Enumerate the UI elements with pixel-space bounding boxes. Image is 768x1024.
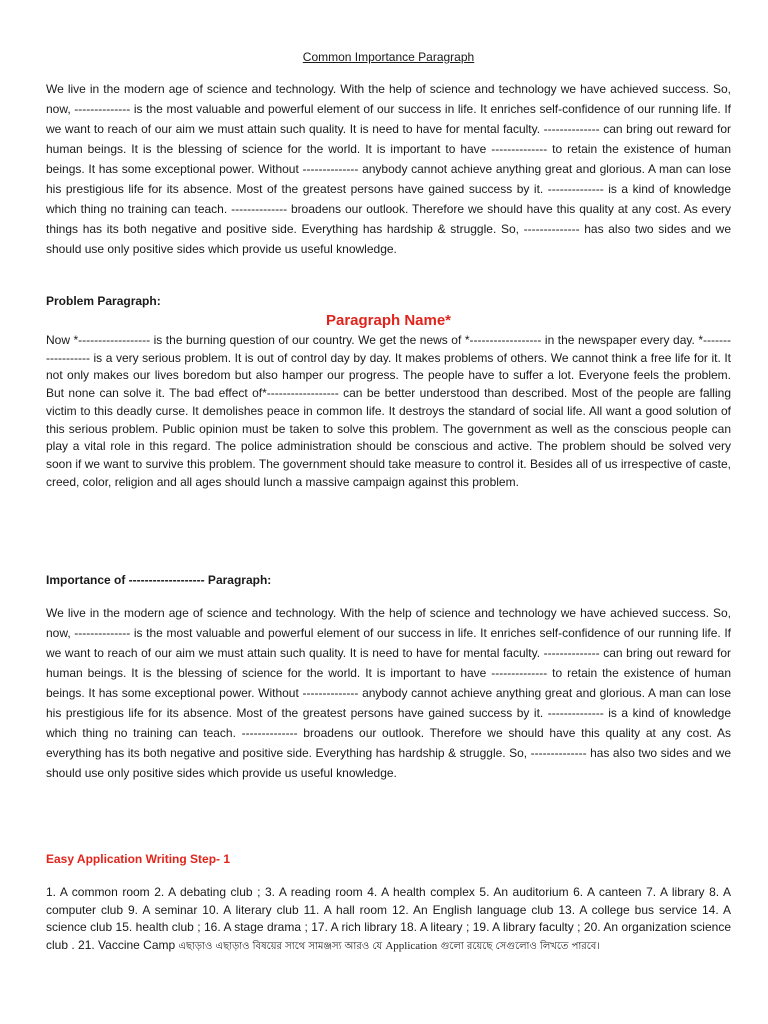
- bengali-note-application-word: Application: [385, 939, 438, 952]
- importance-paragraph-2: We live in the modern age of science and technology. With the help of science and technology we have achieved success. So, now, -------------- is the most valuable and powerful element of our success in life. It enriches self-confidence of our running life. If we want to reach of our aim we must attain such quality. It is need to have for mental faculty. -------------- can bring out reward for human beings. It is the blessing of science for the world. It is important to have -------------- to retain the existence of human beings. It has some exceptional power. Without -------------- anybody cannot achieve anything great and glorious. A man can lose his prestigious life for its absence. Most of the greatest persons have gained success by it. -------------- is a kind of knowledge which thing no training can teach. -------------- broadens our outlook. Therefore we should have this quality at any cost. As everything has its both negative and positive side. Everything has hardship & struggle. So, -------------- has also two sides and we should use only positive sides which provide us useful knowledge.: [46, 606, 731, 780]
- importance-paragraph-1: We live in the modern age of science and technology. With the help of science and technology we have achieved success. So, now, -------------- is the most valuable and powerful element of our success in life. It enriches self-confidence of our running life. If we want to reach of our aim we must attain such quality. It is need to have for mental faculty. -------------- can bring out reward for human beings. It is the blessing of science for the world. It is important to have -------------- to retain the existence of human beings. It has some exceptional power. Without -------------- anybody cannot achieve anything great and glorious. A man can lose his prestigious life for its absence. Most of the greatest persons have gained success by it. -------------- is a kind of knowledge which thing no training can teach. -------------- broadens our outlook. Therefore we should have this quality at any cost. As every things has its both negative and positive side. Everything has hardship & struggle. So, -------------- has also two sides and we should use only positive sides which provide us useful knowledge.: [46, 82, 731, 256]
- application-writing-heading: Easy Application Writing Step- 1: [46, 852, 231, 866]
- importance-paragraph-heading: Importance of ------------------- Paragraph:: [46, 573, 272, 587]
- bengali-note-part-2: গুলো রয়েছে সেগুলোও লিখতে পারবে।: [437, 940, 600, 952]
- paragraph-name-label: Paragraph Name*: [325, 312, 452, 329]
- document-title: Common Importance Paragraph: [302, 50, 475, 64]
- bengali-note-part-1: এছাড়াও এছাড়াও বিষয়ের সাথে সামঞ্জস্য আরও যে: [175, 940, 386, 952]
- application-topic-list: [46, 884, 731, 955]
- application-topics: 1. A common room 2. A debating club ; 3. A reading room 4. A health complex 5. An auditorium 6. A canteen 7. A library 8. A computer club 9. A seminar 10. A literary club 11. A hall room 12. An English language club 13. A college bus service 14. A science club 15. health club ; 16. A stage drama ; 17. A rich library 18. A liteary ; 19. A library faculty ; 20. An organization science club . 21. Vaccine Camp: [46, 885, 731, 952]
- problem-paragraph-heading: Problem Paragraph:: [46, 294, 161, 308]
- problem-paragraph: Now *------------------ is the burning question of our country. We get the news of *------------------ in the newspaper every day. *------------------ is a very serious problem. It is out of control day by day. It makes problems of others. We cannot think a free life for it. It not only makes our lives boredom but also hamper our progress. The people have to suffer a lot. Everyone feels the problem. But none can solve it. The bad effect of*------------------ can be better understood than described. Most of the people are falling victim to this deadly curse. It demolishes peace in common life. It destroys the standard of social life. All want a good solution of this serious problem. Public opinion must be taken to solve this problem. The government as well as the conscious people can play a vital role in this regard. The police administration should be conscious and active. The problem should be solved very soon if we want to survive this problem. The government should take measure to control it. Besides all of us irrespective of caste, creed, color, religion and all ages should lunch a massive campaign against this problem.: [46, 333, 731, 489]
